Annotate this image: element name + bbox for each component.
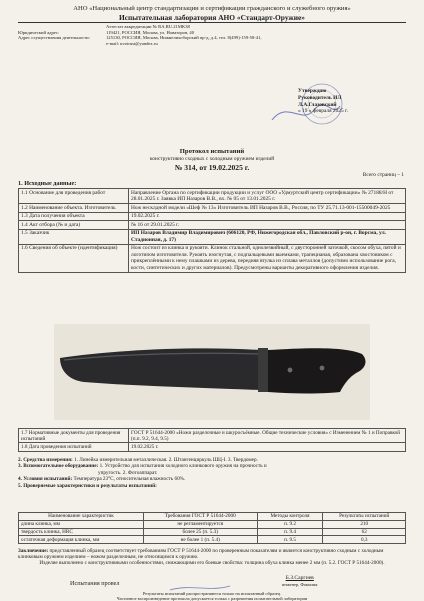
list-item: 5. Проверяемые характеристики и результаты испытаний: [18,482,157,489]
list-item: 4. Условия испытаний: Температура 23°С, относительная влажность 60%. [18,476,186,483]
list-item: 3. Вспомогательное оборудование: 1. Устройство для испытания холодного клинкового оружия на прочность и [18,463,267,470]
protocol-title-block [0,148,424,172]
table-row: 1.6 Сведения об объекте (идентификация) Нож состоит из клинка и рукояти. Клинок стальной, однолезвийный, с двусторонней заточкой, скосом обуха, пятой и логотипом изготовителя. Рукоять изогнутая, с подпальцевыми выемками, трапецианая, образована хвостовиком с прикреплёнными к нему плашками из дерева, передняя втулка из сплава металлов (допустимо использование рога, кости, синтетических и других материалов). Предусмотрены варианты декоративного оформления изделия. [19,244,406,272]
table-row: длина клинка, мм не регламентируется п. 9.2 210 [19,520,406,528]
approval-block [298,88,408,115]
footer-line: Частичное воспроизведение протокола допускается только с разрешения испытательной лаборатории [116,596,308,601]
signer-block [282,575,317,588]
table-row: 1.3 Дата получения объекта 19.02.2025 г. [19,212,406,221]
protocol-subtitle: конструктивно сходных с холодным оружием изделий [149,156,275,162]
conclusion [18,548,406,567]
protocol-number: № 314, от 19.02.2025 г. [174,163,250,172]
knife-photo [54,324,370,420]
conclusion-text: представленный образец соответствует требованиям ГОСТ Р 51644-2000 по проверенным показателям и является конструктивно сходным с холодным клинковым оружием изделием – ножом разделочным, не относящимся к оружию. [18,548,384,561]
conclusion-label: Заключение: [18,548,49,554]
source-data-table [18,188,406,273]
address-row: Юридический адрес: 119421, РОССИЯ, Москва, ул. Новаторов, 40 [18,29,195,35]
address-row: Адрес осуществления деятельности: 125130, РОССИЯ, Москва, Нижнелихоборский пр-д, д.4, тел. 8(499)-159-58-41, [18,35,262,41]
table-row: 1.5 Заказчик ИП Назаров Владимир Владимирович (606120, РФ, Нижегородская обл., Павловский р-он, г. Ворсма, ул. Стадионная, д. 17) [19,229,406,244]
tester-label: Испытания провел [70,580,120,587]
address-row: e-mail: nvotrust@yandex.ru [106,40,158,46]
section-title: 1. Исходные данные: [18,180,77,187]
approval-name: Л.А.Глазовский [298,101,337,108]
standards-table [18,428,406,452]
table-row: 1.4 Акт отбора (№ и дата) № 16 от 29.01.2025 г. [19,221,406,230]
results-table [18,512,406,544]
protocol-title: Протокол испытаний [179,148,245,155]
page-count: Всего страниц – 1 [362,172,404,178]
signer-role: инженер, Фамилия [282,581,318,587]
table-row: 1.8 Дата проведения испытаний 19.02.2025 г. [19,443,406,451]
approval-title: Утверждаю [298,88,327,94]
list-item: 2. Средства измерения: 1. Линейка измерительная металлическая. 2. Штангенциркуль ШЦ-I. 3. Твердомер. [18,457,258,463]
address-row: Аттестат аккредитации № RA.RU.21MK38 [106,24,190,29]
conclusion-extra: Изделие выполнено с конструктивными особенностями, снижающими его боевые свойства: толщина обуха клинка менее 2 мм (п. 5.2. ГОСТ Р 51644-2000). [39,560,385,567]
address-block [18,24,406,46]
table-row: остаточная деформация клинка, мм не более 1 (п. 5.4) п. 9.5 0,3 [19,536,406,544]
approval-date: « 19 » февраля 2025 г. [298,108,348,115]
table-row: 1.2 Наименование объекта. Изготовитель Нож несклдной модели «Шеф № 13» Изготовитель ИП Назаров В.В., Россия, по ТУ 25.71.13-001-15500049-2025 [19,204,406,213]
list-item: упругость. 2. Фотоаппарат. [98,469,158,476]
table-row: 1.7 Нормативные документы для проведения испытаний ГОСТ Р 51644-2000 «Ножи разделочные и шкуросъёмные. Общие технические условия» с Изменением № 1 и Поправкой (п.п. 9.2, 9.4, 9.5) [19,429,406,443]
approval-position: Руководитель ИЛ [298,94,342,101]
table-row: 1.1 Основание для проведения работ Направление Органа по сертификации продукции и услуг ООО «Удмуртский центр сертификации» № 27188/Н от 28.01.2025 г. Заявка ИП Назаров В.В., вх. № 05 от 13.01.2025 г. [19,189,406,204]
table-row: твердость клинка, HRC более 25 (п. 5.3) п. 9.4 62 [19,528,406,536]
signer-name: Б.З.Саргиев [285,575,314,581]
footer-line: Результаты испытаний распространяются только на испытанный образец. [142,591,282,596]
test-conditions [18,457,406,489]
lab-name: Испытательная лаборатория АНО «Стандарт-Оружие» [18,13,406,23]
table-header-row: Наименование характеристик Требования ГОСТ Р 51644-2000 Методы контроля Результаты испытаний [19,513,406,521]
org-name: АНО «Национальный центр стандартизации и сертификации гражданского и служебного оружия» [73,5,351,12]
